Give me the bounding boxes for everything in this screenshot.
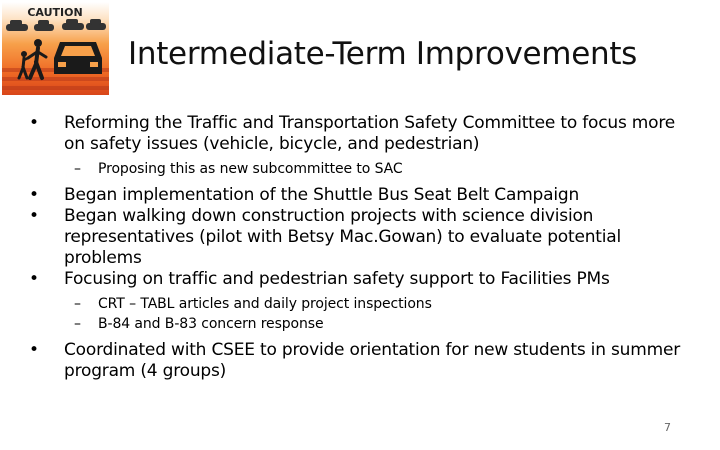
bullet-item	[28, 206, 700, 269]
page-number: 7	[664, 421, 671, 434]
bullet-item	[28, 113, 700, 155]
sub-bullet-text: Proposing this as new subcommittee to SAC	[98, 161, 403, 177]
sub-bullet-item	[28, 159, 700, 179]
dash-icon: –	[74, 316, 81, 332]
bullet-item	[28, 340, 700, 382]
bullet-text: Focusing on traffic and pedestrian safety support to Facilities PMs	[64, 269, 610, 289]
sub-bullet-text: B-84 and B-83 concern response	[98, 316, 324, 332]
caution-logo	[2, 2, 109, 95]
bullet-icon: •	[29, 113, 39, 133]
dash-icon: –	[74, 161, 81, 177]
bullet-text: Reforming the Traffic and Transportation Safety Committee to focus more on safety issues (vehicle, bicycle, and pedestrian)	[64, 113, 676, 154]
sub-bullet-item	[28, 314, 700, 334]
dash-icon: –	[74, 296, 81, 312]
bullet-icon: •	[29, 340, 39, 360]
sub-bullet-item	[28, 294, 700, 314]
bullet-icon: •	[29, 206, 39, 226]
pedestrian-caution-icon	[2, 2, 109, 95]
bullet-text: Began implementation of the Shuttle Bus Seat Belt Campaign	[64, 185, 580, 205]
bullet-item	[28, 269, 700, 290]
slide-body	[28, 113, 700, 382]
bullet-icon: •	[29, 269, 39, 289]
bullet-text: Began walking down construction projects with science division representatives (pilot with Betsy Mac.Gowan) to evaluate potential problems	[64, 206, 622, 268]
bullet-item	[28, 185, 700, 206]
bullet-icon: •	[29, 185, 39, 205]
caution-text: CAUTION	[27, 6, 83, 19]
sub-bullet-text: CRT – TABL articles and daily project inspections	[98, 296, 432, 312]
bullet-text: Coordinated with CSEE to provide orientation for new students in summer program (4 groups)	[64, 340, 680, 381]
slide-title: Intermediate-Term Improvements	[128, 36, 638, 72]
